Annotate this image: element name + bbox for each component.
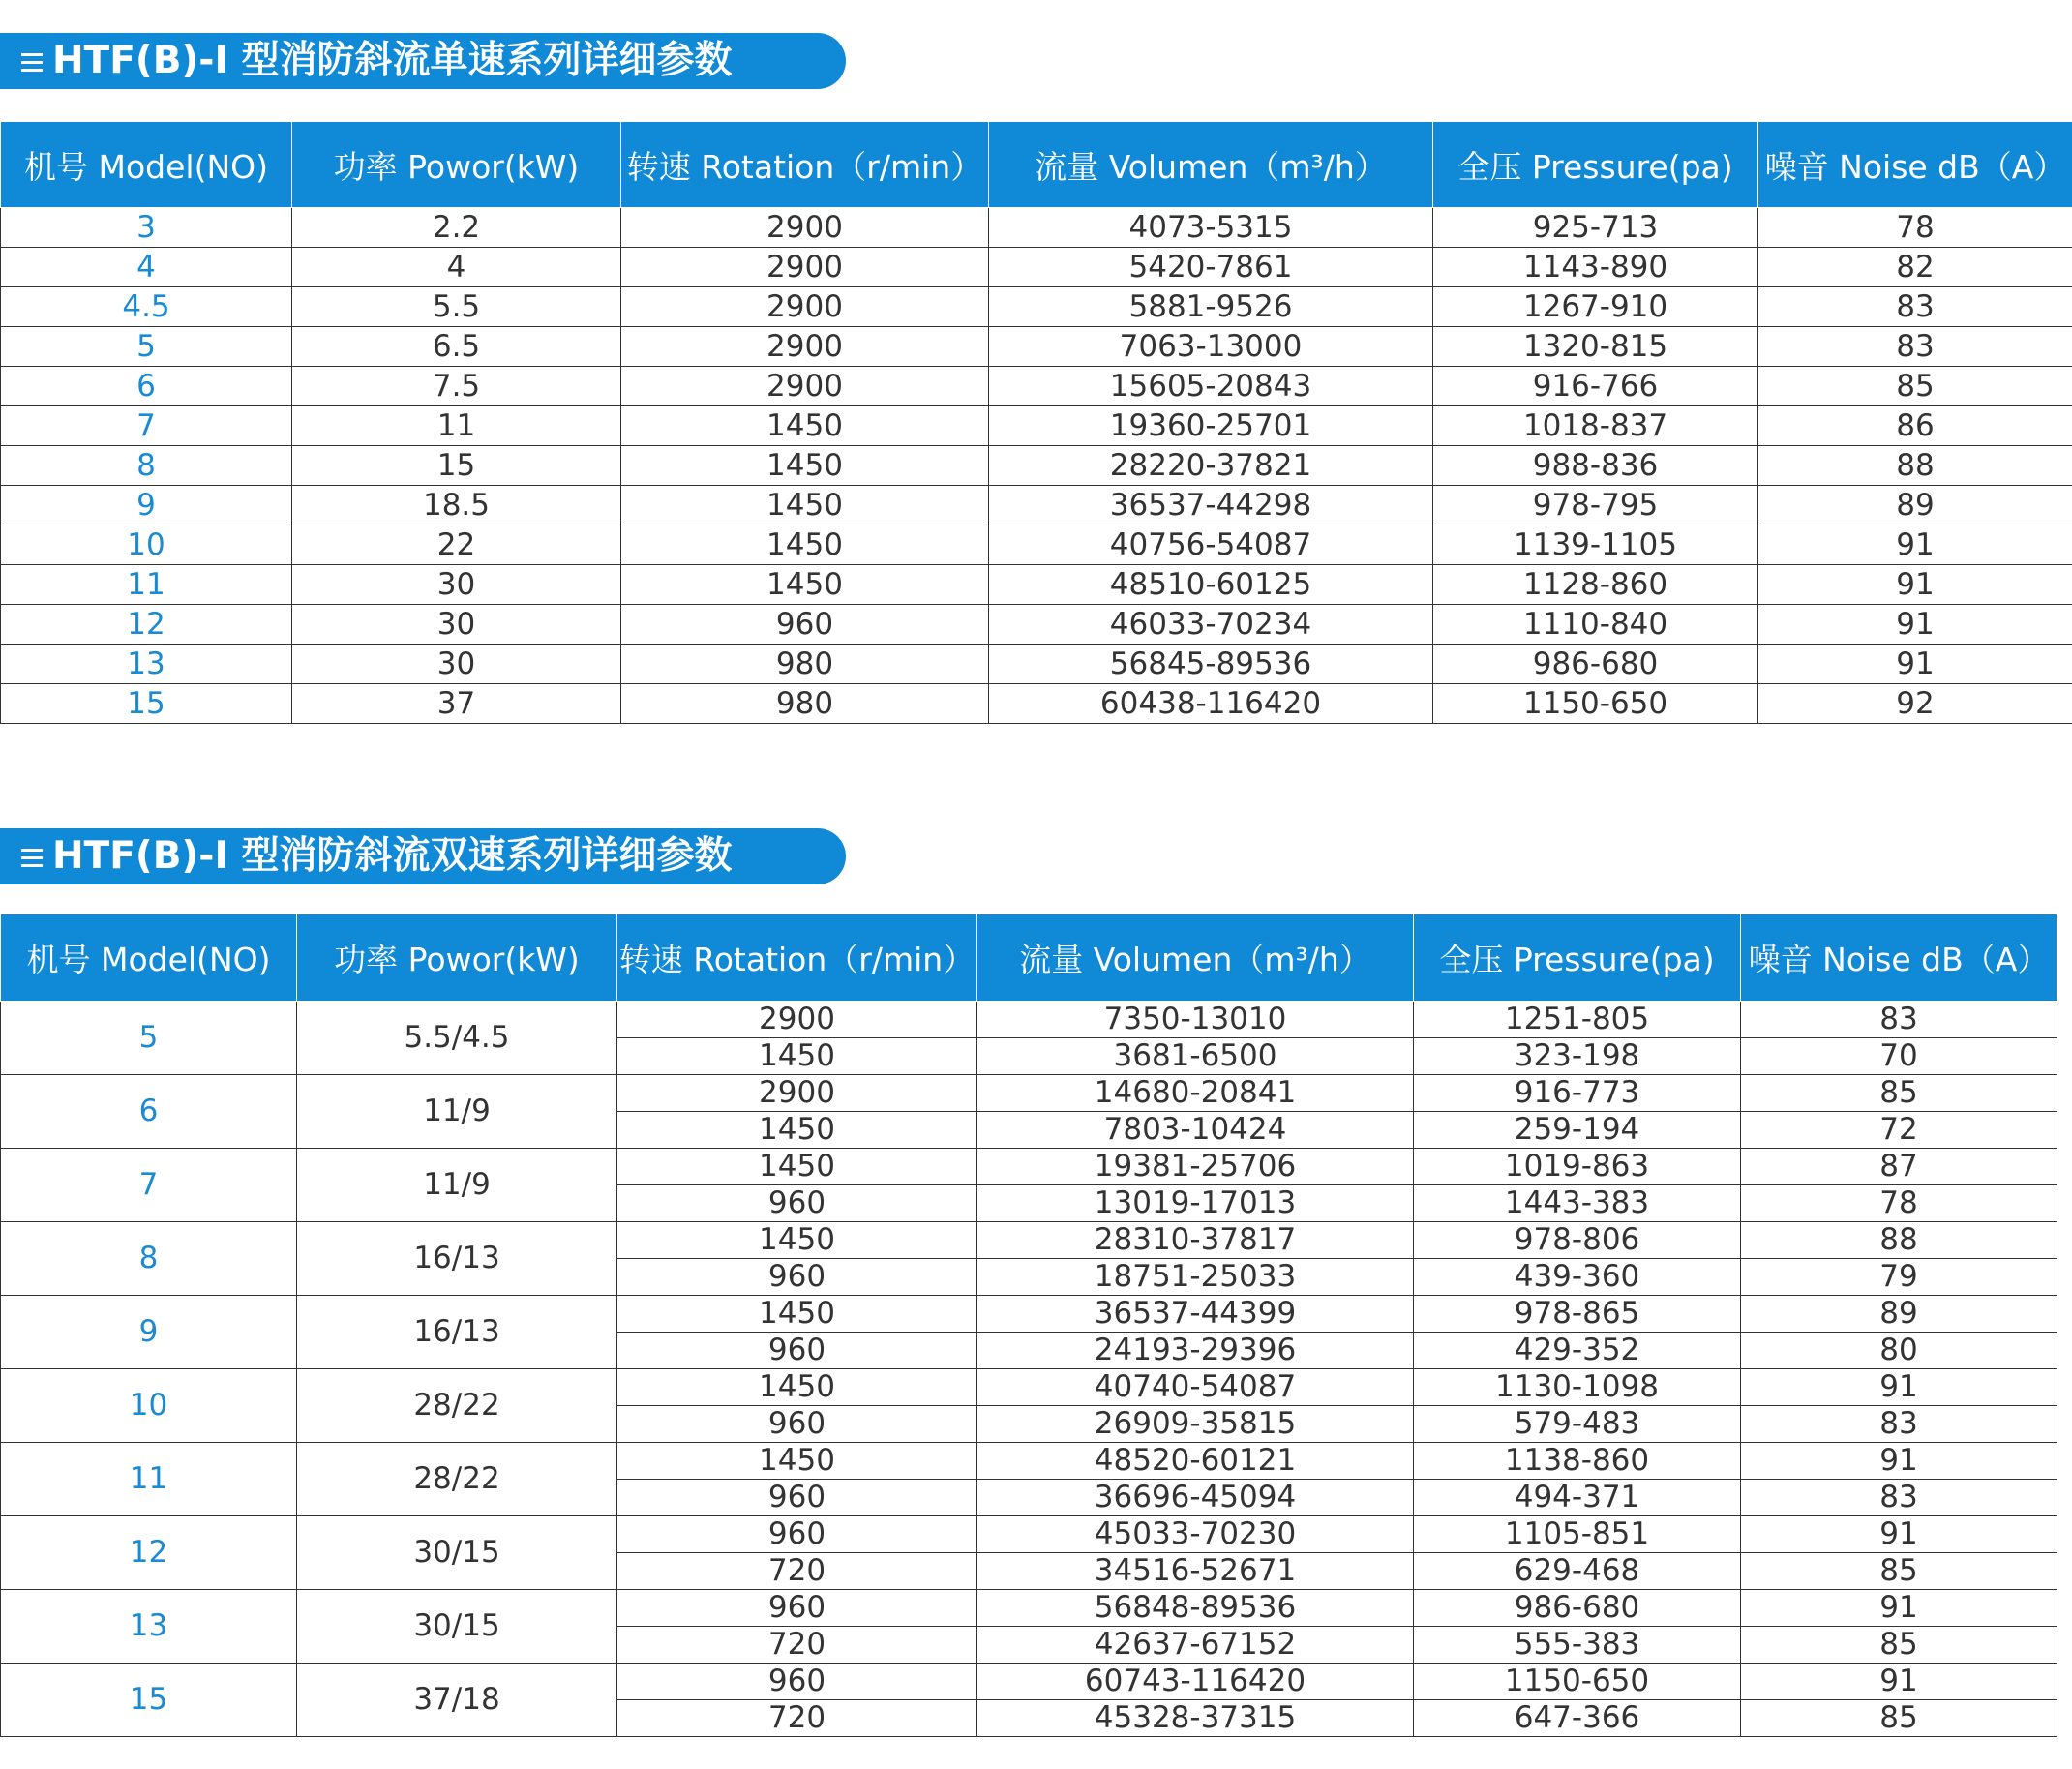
cell-power: 28/22: [297, 1369, 617, 1443]
cell-volume: 28310-37817: [977, 1222, 1414, 1259]
cell-model: 7: [1, 406, 292, 446]
table-row: [1, 486, 2072, 525]
cell-power: 30: [292, 605, 621, 645]
cell-rotation: 1450: [617, 1038, 977, 1075]
section-title: HTF(B)-I 型消防斜流双速系列详细参数: [52, 834, 733, 878]
cell-model: 11: [1, 565, 292, 605]
table-row: [1, 565, 2072, 605]
cell-pressure: 916-773: [1414, 1075, 1741, 1112]
cell-noise: 89: [1758, 486, 2072, 525]
cell-rotation: 2900: [621, 327, 989, 367]
cell-pressure: 1143-890: [1433, 248, 1758, 287]
cell-power: 11/9: [297, 1075, 617, 1149]
table-row: [1, 248, 2072, 287]
cell-pressure: 986-680: [1433, 645, 1758, 684]
cell-noise: 83: [1741, 1002, 2057, 1038]
table-row: [1, 1369, 2057, 1406]
cell-model: 5: [1, 1002, 297, 1075]
cell-rotation: 1450: [617, 1222, 977, 1259]
cell-volume: 56848-89536: [977, 1590, 1414, 1627]
cell-pressure: 1105-851: [1414, 1516, 1741, 1553]
cell-rotation: 1450: [621, 486, 989, 525]
cell-power: 4: [292, 248, 621, 287]
cell-rotation: 2900: [621, 208, 989, 248]
cell-volume: 40756-54087: [989, 525, 1433, 565]
cell-power: 30/15: [297, 1590, 617, 1664]
cell-pressure: 1251-805: [1414, 1002, 1741, 1038]
cell-noise: 85: [1741, 1075, 2057, 1112]
header-model: 机号 Model(NO): [1, 122, 292, 208]
cell-power: 30: [292, 645, 621, 684]
cell-rotation: 1450: [617, 1112, 977, 1149]
cell-power: 7.5: [292, 367, 621, 406]
cell-pressure: 579-483: [1414, 1406, 1741, 1443]
cell-noise: 89: [1741, 1296, 2057, 1333]
cell-noise: 79: [1741, 1259, 2057, 1296]
cell-rotation: 960: [621, 605, 989, 645]
cell-rotation: 1450: [617, 1443, 977, 1480]
table-row: [1, 287, 2072, 327]
cell-rotation: 1450: [617, 1149, 977, 1185]
cell-rotation: 1450: [617, 1369, 977, 1406]
cell-noise: 91: [1741, 1369, 2057, 1406]
cell-noise: 91: [1758, 565, 2072, 605]
cell-power: 37: [292, 684, 621, 724]
cell-noise: 85: [1758, 367, 2072, 406]
cell-pressure: 925-713: [1433, 208, 1758, 248]
cell-volume: 14680-20841: [977, 1075, 1414, 1112]
cell-pressure: 1267-910: [1433, 287, 1758, 327]
header-rotation: 转速 Rotation（r/min）: [617, 914, 977, 1002]
cell-volume: 28220-37821: [989, 446, 1433, 486]
cell-volume: 5881-9526: [989, 287, 1433, 327]
cell-rotation: 960: [617, 1333, 977, 1369]
cell-rotation: 1450: [621, 406, 989, 446]
cell-power: 37/18: [297, 1664, 617, 1737]
table-row: [1, 605, 2072, 645]
cell-power: 16/13: [297, 1296, 617, 1369]
table-row: [1, 1516, 2057, 1553]
cell-noise: 91: [1758, 605, 2072, 645]
cell-rotation: 980: [621, 684, 989, 724]
cell-rotation: 1450: [621, 565, 989, 605]
cell-pressure: 986-680: [1414, 1590, 1741, 1627]
cell-noise: 91: [1741, 1590, 2057, 1627]
cell-volume: 7803-10424: [977, 1112, 1414, 1149]
cell-volume: 19381-25706: [977, 1149, 1414, 1185]
cell-volume: 4073-5315: [989, 208, 1433, 248]
table-row: [1, 645, 2072, 684]
cell-rotation: 960: [617, 1516, 977, 1553]
cell-model: 6: [1, 1075, 297, 1149]
cell-power: 28/22: [297, 1443, 617, 1516]
cell-model: 9: [1, 486, 292, 525]
cell-model: 4: [1, 248, 292, 287]
cell-model: 11: [1, 1443, 297, 1516]
header-power: 功率 Powor(kW): [292, 122, 621, 208]
cell-pressure: 647-366: [1414, 1700, 1741, 1737]
cell-model: 10: [1, 525, 292, 565]
cell-noise: 83: [1758, 327, 2072, 367]
cell-model: 7: [1, 1149, 297, 1222]
cell-noise: 82: [1758, 248, 2072, 287]
cell-pressure: 978-865: [1414, 1296, 1741, 1333]
cell-volume: 18751-25033: [977, 1259, 1414, 1296]
cell-power: 6.5: [292, 327, 621, 367]
cell-volume: 60438-116420: [989, 684, 1433, 724]
cell-noise: 85: [1741, 1700, 2057, 1737]
table-row: [1, 1002, 2057, 1038]
cell-pressure: 1110-840: [1433, 605, 1758, 645]
cell-pressure: 1130-1098: [1414, 1369, 1741, 1406]
table-row: [1, 684, 2072, 724]
cell-volume: 15605-20843: [989, 367, 1433, 406]
section-title-banner-dual-speed: [0, 828, 846, 884]
cell-pressure: 916-766: [1433, 367, 1758, 406]
cell-noise: 72: [1741, 1112, 2057, 1149]
cell-model: 12: [1, 1516, 297, 1590]
cell-model: 9: [1, 1296, 297, 1369]
cell-power: 11/9: [297, 1149, 617, 1222]
cell-noise: 78: [1758, 208, 2072, 248]
header-model: 机号 Model(NO): [1, 914, 297, 1002]
cell-power: 16/13: [297, 1222, 617, 1296]
cell-noise: 91: [1758, 645, 2072, 684]
menu-lines-icon: [21, 844, 43, 872]
cell-volume: 36696-45094: [977, 1480, 1414, 1516]
cell-volume: 60743-116420: [977, 1664, 1414, 1700]
cell-rotation: 2900: [621, 248, 989, 287]
cell-noise: 83: [1741, 1406, 2057, 1443]
cell-pressure: 429-352: [1414, 1333, 1741, 1369]
cell-noise: 88: [1758, 446, 2072, 486]
table-row: [1, 1222, 2057, 1259]
cell-power: 5.5/4.5: [297, 1002, 617, 1075]
cell-volume: 5420-7861: [989, 248, 1433, 287]
header-rotation: 转速 Rotation（r/min）: [621, 122, 989, 208]
cell-pressure: 1139-1105: [1433, 525, 1758, 565]
cell-rotation: 720: [617, 1627, 977, 1664]
cell-volume: 45033-70230: [977, 1516, 1414, 1553]
cell-noise: 80: [1741, 1333, 2057, 1369]
cell-volume: 46033-70234: [989, 605, 1433, 645]
cell-pressure: 494-371: [1414, 1480, 1741, 1516]
cell-rotation: 960: [617, 1480, 977, 1516]
cell-pressure: 555-383: [1414, 1627, 1741, 1664]
cell-rotation: 960: [617, 1406, 977, 1443]
cell-noise: 88: [1741, 1222, 2057, 1259]
cell-power: 30/15: [297, 1516, 617, 1590]
cell-pressure: 978-795: [1433, 486, 1758, 525]
cell-power: 5.5: [292, 287, 621, 327]
table-row: [1, 1296, 2057, 1333]
header-noise: 噪音 Noise dB（A）: [1758, 122, 2072, 208]
cell-noise: 91: [1741, 1443, 2057, 1480]
table-row: [1, 446, 2072, 486]
cell-noise: 91: [1758, 525, 2072, 565]
cell-volume: 42637-67152: [977, 1627, 1414, 1664]
cell-volume: 34516-52671: [977, 1553, 1414, 1590]
cell-rotation: 2900: [617, 1002, 977, 1038]
cell-model: 8: [1, 446, 292, 486]
cell-rotation: 960: [617, 1259, 977, 1296]
cell-rotation: 2900: [621, 287, 989, 327]
cell-rotation: 960: [617, 1185, 977, 1222]
cell-noise: 92: [1758, 684, 2072, 724]
cell-volume: 7063-13000: [989, 327, 1433, 367]
cell-pressure: 1320-815: [1433, 327, 1758, 367]
cell-power: 2.2: [292, 208, 621, 248]
cell-model: 10: [1, 1369, 297, 1443]
cell-pressure: 1018-837: [1433, 406, 1758, 446]
cell-pressure: 1019-863: [1414, 1149, 1741, 1185]
cell-pressure: 323-198: [1414, 1038, 1741, 1075]
cell-pressure: 439-360: [1414, 1259, 1741, 1296]
cell-noise: 85: [1741, 1553, 2057, 1590]
section-title-banner-single-speed: [0, 33, 846, 89]
table-row: [1, 208, 2072, 248]
header-pressure: 全压 Pressure(pa): [1414, 914, 1741, 1002]
cell-noise: 83: [1758, 287, 2072, 327]
cell-rotation: 1450: [621, 446, 989, 486]
cell-noise: 87: [1741, 1149, 2057, 1185]
table-row: [1, 525, 2072, 565]
cell-pressure: 1128-860: [1433, 565, 1758, 605]
cell-model: 3: [1, 208, 292, 248]
cell-noise: 78: [1741, 1185, 2057, 1222]
cell-model: 15: [1, 1664, 297, 1737]
dual-speed-parameters-table: [0, 914, 2057, 1737]
cell-rotation: 2900: [617, 1075, 977, 1112]
cell-model: 13: [1, 1590, 297, 1664]
cell-volume: 48520-60121: [977, 1443, 1414, 1480]
cell-pressure: 1150-650: [1414, 1664, 1741, 1700]
cell-volume: 45328-37315: [977, 1700, 1414, 1737]
cell-rotation: 720: [617, 1553, 977, 1590]
header-volume: 流量 Volumen（m³/h）: [977, 914, 1414, 1002]
cell-noise: 85: [1741, 1627, 2057, 1664]
cell-model: 6: [1, 367, 292, 406]
cell-pressure: 978-806: [1414, 1222, 1741, 1259]
cell-volume: 36537-44298: [989, 486, 1433, 525]
cell-power: 30: [292, 565, 621, 605]
table-row: [1, 1664, 2057, 1700]
cell-pressure: 988-836: [1433, 446, 1758, 486]
cell-pressure: 1138-860: [1414, 1443, 1741, 1480]
header-power: 功率 Powor(kW): [297, 914, 617, 1002]
cell-noise: 91: [1741, 1516, 2057, 1553]
cell-volume: 40740-54087: [977, 1369, 1414, 1406]
table-row: [1, 1149, 2057, 1185]
cell-model: 15: [1, 684, 292, 724]
cell-volume: 3681-6500: [977, 1038, 1414, 1075]
cell-volume: 48510-60125: [989, 565, 1433, 605]
cell-power: 11: [292, 406, 621, 446]
cell-rotation: 960: [617, 1664, 977, 1700]
menu-lines-icon: [21, 48, 43, 76]
cell-volume: 26909-35815: [977, 1406, 1414, 1443]
cell-volume: 36537-44399: [977, 1296, 1414, 1333]
cell-power: 15: [292, 446, 621, 486]
section-title: HTF(B)-I 型消防斜流单速系列详细参数: [52, 39, 733, 82]
cell-noise: 91: [1741, 1664, 2057, 1700]
cell-noise: 86: [1758, 406, 2072, 446]
cell-volume: 13019-17013: [977, 1185, 1414, 1222]
single-speed-parameters-table: [0, 121, 2072, 724]
cell-pressure: 259-194: [1414, 1112, 1741, 1149]
cell-rotation: 2900: [621, 367, 989, 406]
cell-pressure: 629-468: [1414, 1553, 1741, 1590]
cell-noise: 70: [1741, 1038, 2057, 1075]
table-header-row: [1, 914, 2057, 1002]
cell-noise: 83: [1741, 1480, 2057, 1516]
cell-rotation: 1450: [621, 525, 989, 565]
cell-pressure: 1443-383: [1414, 1185, 1741, 1222]
header-volume: 流量 Volumen（m³/h）: [989, 122, 1433, 208]
cell-volume: 7350-13010: [977, 1002, 1414, 1038]
cell-volume: 19360-25701: [989, 406, 1433, 446]
table-row: [1, 1590, 2057, 1627]
cell-power: 18.5: [292, 486, 621, 525]
table-row: [1, 1075, 2057, 1112]
cell-volume: 56845-89536: [989, 645, 1433, 684]
cell-rotation: 720: [617, 1700, 977, 1737]
table-header-row: [1, 122, 2072, 208]
table-row: [1, 1443, 2057, 1480]
cell-pressure: 1150-650: [1433, 684, 1758, 724]
cell-rotation: 980: [621, 645, 989, 684]
cell-model: 13: [1, 645, 292, 684]
cell-model: 4.5: [1, 287, 292, 327]
cell-model: 5: [1, 327, 292, 367]
header-pressure: 全压 Pressure(pa): [1433, 122, 1758, 208]
header-noise: 噪音 Noise dB（A）: [1741, 914, 2057, 1002]
cell-rotation: 960: [617, 1590, 977, 1627]
cell-model: 12: [1, 605, 292, 645]
table-row: [1, 406, 2072, 446]
cell-model: 8: [1, 1222, 297, 1296]
cell-volume: 24193-29396: [977, 1333, 1414, 1369]
cell-power: 22: [292, 525, 621, 565]
table-row: [1, 367, 2072, 406]
table-row: [1, 327, 2072, 367]
cell-rotation: 1450: [617, 1296, 977, 1333]
